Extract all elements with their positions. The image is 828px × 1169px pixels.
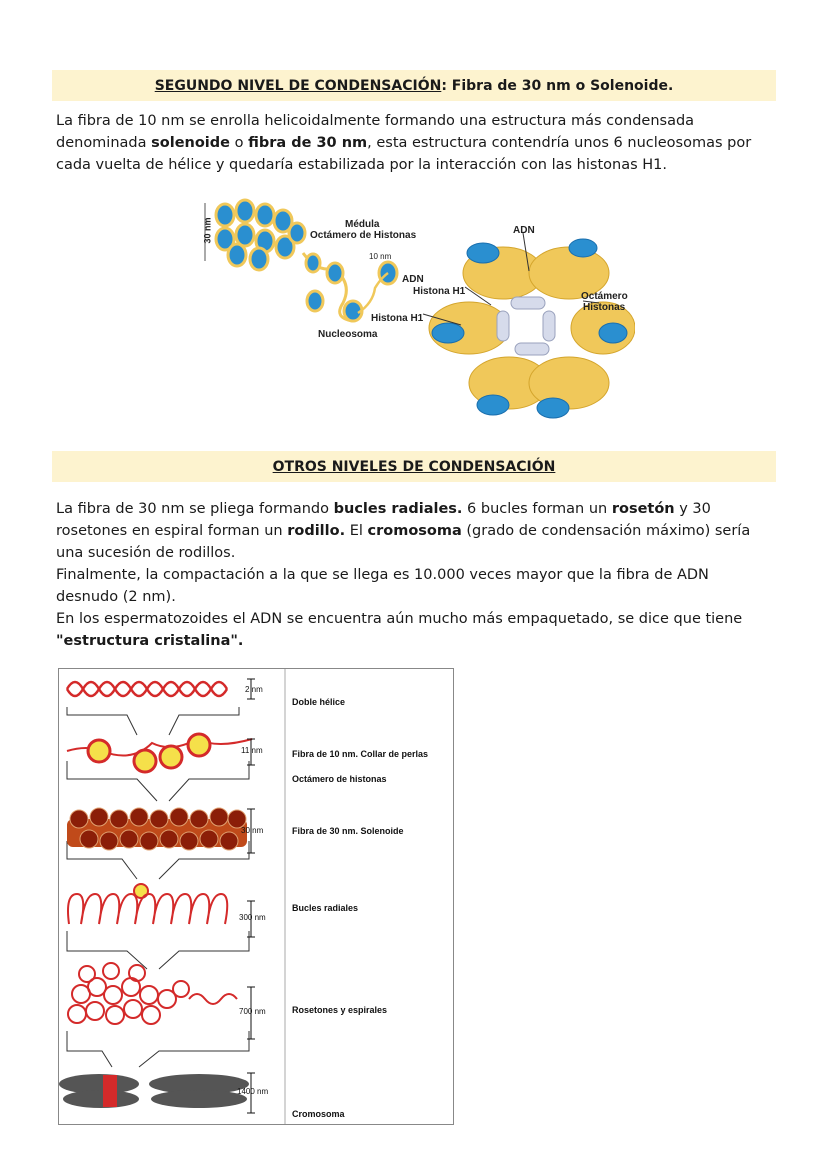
label-histona-h1: Histona H1 bbox=[413, 286, 466, 297]
size-700nm: 700 nm bbox=[239, 1007, 266, 1016]
label-30nm: 30 nm bbox=[202, 217, 213, 244]
solenoid-figure bbox=[193, 193, 635, 429]
section-banner-otros-niveles bbox=[52, 451, 776, 482]
condensation-illustration bbox=[59, 669, 453, 1124]
level-label-octamero: Octámero de histonas bbox=[292, 774, 387, 784]
size-11nm: 11 nm bbox=[241, 746, 263, 755]
size-1400nm: 1400 nm bbox=[237, 1087, 269, 1096]
solenoid-drawing bbox=[67, 808, 247, 850]
radial-loops-drawing bbox=[68, 884, 227, 924]
paragraph-compactacion: Finalmente, la compactación a la que se llega es 10.000 veces mayor que la fibra de ADN desnudo (2 nm). bbox=[56, 567, 709, 605]
label-histonas: Histonas bbox=[583, 302, 626, 313]
bold-term: cromosoma bbox=[367, 523, 462, 539]
size-2nm: 2 nm bbox=[245, 685, 263, 694]
label-medula: Médula bbox=[345, 219, 380, 230]
label-octamero-histonas: Octámero de Histonas bbox=[310, 230, 417, 241]
paragraph-solenoide bbox=[56, 110, 772, 176]
text: y 30 rosetones en espiral forman un bbox=[56, 501, 711, 539]
text: (grado de condensación máximo) sería una sucesión de rodillos. bbox=[56, 523, 751, 561]
label-octamero: Octámero bbox=[581, 291, 628, 302]
text: o bbox=[230, 135, 249, 151]
level-label-fibra-30nm: Fibra de 30 nm. Solenoide bbox=[292, 826, 404, 836]
level-label-rosetones: Rosetones y espirales bbox=[292, 1005, 388, 1015]
double-helix-drawing bbox=[67, 682, 227, 696]
text: La fibra de 10 nm se enrolla helicoidalmente formando una estructura más condensada denominada bbox=[56, 113, 695, 151]
section-heading-suffix: : Fibra de 30 nm o Solenoide. bbox=[441, 77, 674, 94]
level-label-fibra-10nm: Fibra de 10 nm. Collar de perlas bbox=[292, 749, 429, 759]
section-banner-segundo-nivel bbox=[52, 70, 776, 101]
level-label-bucles: Bucles radiales bbox=[292, 903, 359, 913]
section-heading: OTROS NIVELES DE CONDENSACIÓN bbox=[272, 458, 556, 475]
rosettes-drawing bbox=[68, 963, 237, 1024]
solenoid-cross-section bbox=[423, 233, 635, 418]
bold-term: fibra de 30 nm bbox=[248, 135, 368, 151]
level-label-cromosoma: Cromosoma bbox=[292, 1109, 345, 1119]
text: , esta estructura contendría unos 6 nucleosomas por cada vuelta de hélice y quedaría estabilizada por la interacción con las histonas H1. bbox=[56, 135, 752, 173]
bold-term: rosetón bbox=[611, 501, 675, 517]
solenoid-illustration bbox=[193, 193, 635, 429]
chromosome-drawing bbox=[59, 1074, 249, 1108]
label-nucleosoma: Nucleosoma bbox=[318, 329, 378, 340]
paragraph-otros-niveles bbox=[56, 498, 772, 652]
text: La fibra de 30 nm se pliega formando bbox=[56, 501, 334, 517]
size-markers bbox=[247, 679, 255, 1113]
section-heading: SEGUNDO NIVEL DE CONDENSACIÓN bbox=[154, 77, 442, 94]
beads-on-string-drawing bbox=[67, 734, 252, 772]
text: El bbox=[345, 523, 368, 539]
condensation-levels-figure bbox=[58, 668, 454, 1125]
label-adn: ADN bbox=[513, 225, 535, 236]
size-30nm: 30 nm bbox=[241, 826, 264, 835]
bold-term: rodillo. bbox=[287, 523, 346, 539]
text: En los espermatozoides el ADN se encuentra aún mucho más empaquetado, se dice que tiene bbox=[56, 611, 743, 627]
label-10nm: 10 nm bbox=[369, 252, 392, 261]
size-300nm: 300 nm bbox=[239, 913, 266, 922]
bold-term: bucles radiales. bbox=[333, 501, 463, 517]
bold-term: "estructura cristalina". bbox=[56, 633, 244, 649]
text: 6 bucles forman un bbox=[462, 501, 612, 517]
label-adn: ADN bbox=[402, 274, 424, 285]
label-histona-h1: Histona H1 bbox=[371, 313, 424, 324]
bold-term: solenoide bbox=[151, 135, 230, 151]
level-label-doble-helice: Doble hélice bbox=[292, 697, 346, 707]
